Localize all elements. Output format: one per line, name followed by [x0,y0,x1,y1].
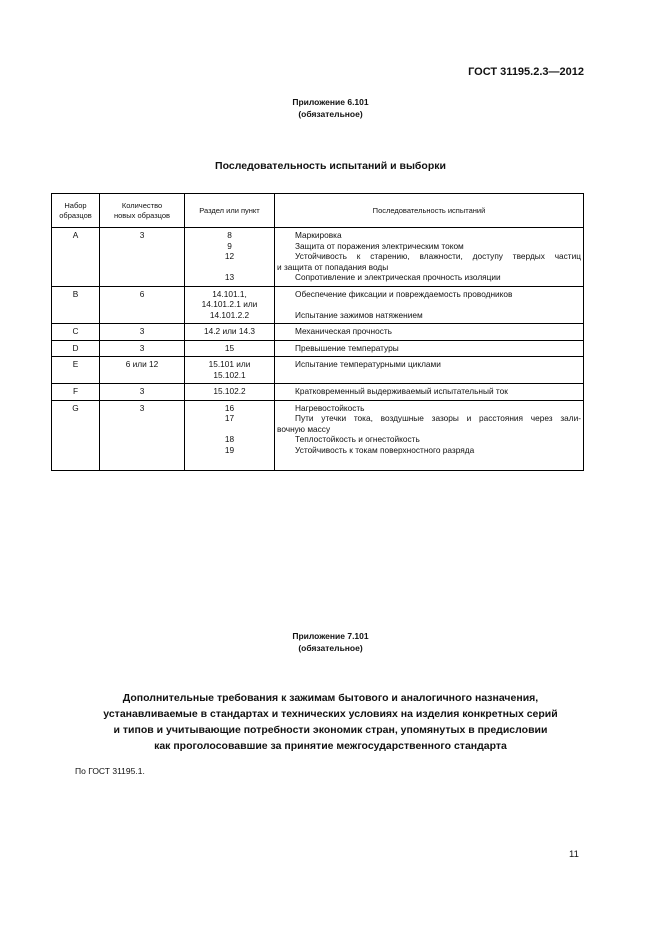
cell-tests: Нагревостойкость Пути утечки тока, воздушные зазоры и расстояния через зали- вочную массу Теплостойкость и огнестойкость Устойчивость к токам поверхностного разряда [275,400,584,470]
cell-qty: 6 [100,286,185,324]
cell-qty: 3 [100,340,185,357]
cell-tests: Испытание температурными циклами [275,357,584,384]
cell-sections: 15.102.2 [185,384,275,401]
cell-set: A [52,228,100,287]
appendix-status: (обязательное) [298,643,363,653]
test-sequence-table [51,193,584,471]
cell-set: E [52,357,100,384]
cell-set: D [52,340,100,357]
cell-sections: 14.101.1, 14.101.2.1 или 14.101.2.2 [185,286,275,324]
cell-sections: 14.2 или 14.3 [185,324,275,341]
cell-set: F [52,384,100,401]
cell-tests: Кратковременный выдерживаемый испытательный ток [275,384,584,401]
table-row [52,340,584,357]
table-row [52,384,584,401]
table-row [52,228,584,287]
cell-tests: Обеспечение фиксации и повреждаемость проводников Испытание зажимов натяжением [275,286,584,324]
header-section: Раздел или пункт [185,194,275,228]
appendix-status: (обязательное) [298,109,363,119]
table-row [52,286,584,324]
cell-qty: 6 или 12 [100,357,185,384]
appendix-title: Приложение 7.101 [292,631,369,641]
cell-tests: Маркировка Защита от поражения электрическим током Устойчивость к старению, влажности, доступу твердых частиц и защита от попадания воды Сопротивление и электрическая прочность изоляции [275,228,584,287]
cell-qty: 3 [100,384,185,401]
cell-set: B [52,286,100,324]
table-row [52,357,584,384]
cell-sections: 15 [185,340,275,357]
cell-qty: 3 [100,228,185,287]
cell-qty: 3 [100,324,185,341]
cell-set: C [52,324,100,341]
cell-set: G [52,400,100,470]
cell-tests: Механическая прочность [275,324,584,341]
cell-sections: 16 17 18 19 [185,400,275,470]
reference-text: По ГОСТ 31195.1. [75,766,145,776]
table-row [52,400,584,470]
cell-sections: 8 9 12 13 [185,228,275,287]
header-test-sequence: Последовательность испытаний [275,194,584,228]
cell-sections: 15.101 или 15.102.1 [185,357,275,384]
appendix-7-101-label [0,630,661,654]
table-row [52,324,584,341]
standard-designation: ГОСТ 31195.2.3—2012 [468,66,584,78]
header-sample-set: Набор образцов [52,194,100,228]
cell-tests: Превышение температуры [275,340,584,357]
header-new-samples: Количество новых образцов [100,194,185,228]
appendix-title: Приложение 6.101 [292,97,369,107]
appendix-heading: Дополнительные требования к зажимам бытового и аналогичного назначения, устанавливаемые в стандартах и технических условиях на изделия конкретных серий и типов и учитывающие потребности экономик стран, упомянутых в предисловии как проголосовавшие за принятие межгосударственного стандарта [103,692,558,752]
table-header-row [52,194,584,228]
page-number: 11 [569,849,579,860]
appendix-6-101-label [0,96,661,120]
cell-qty: 3 [100,400,185,470]
table-heading: Последовательность испытаний и выборки [215,160,446,172]
